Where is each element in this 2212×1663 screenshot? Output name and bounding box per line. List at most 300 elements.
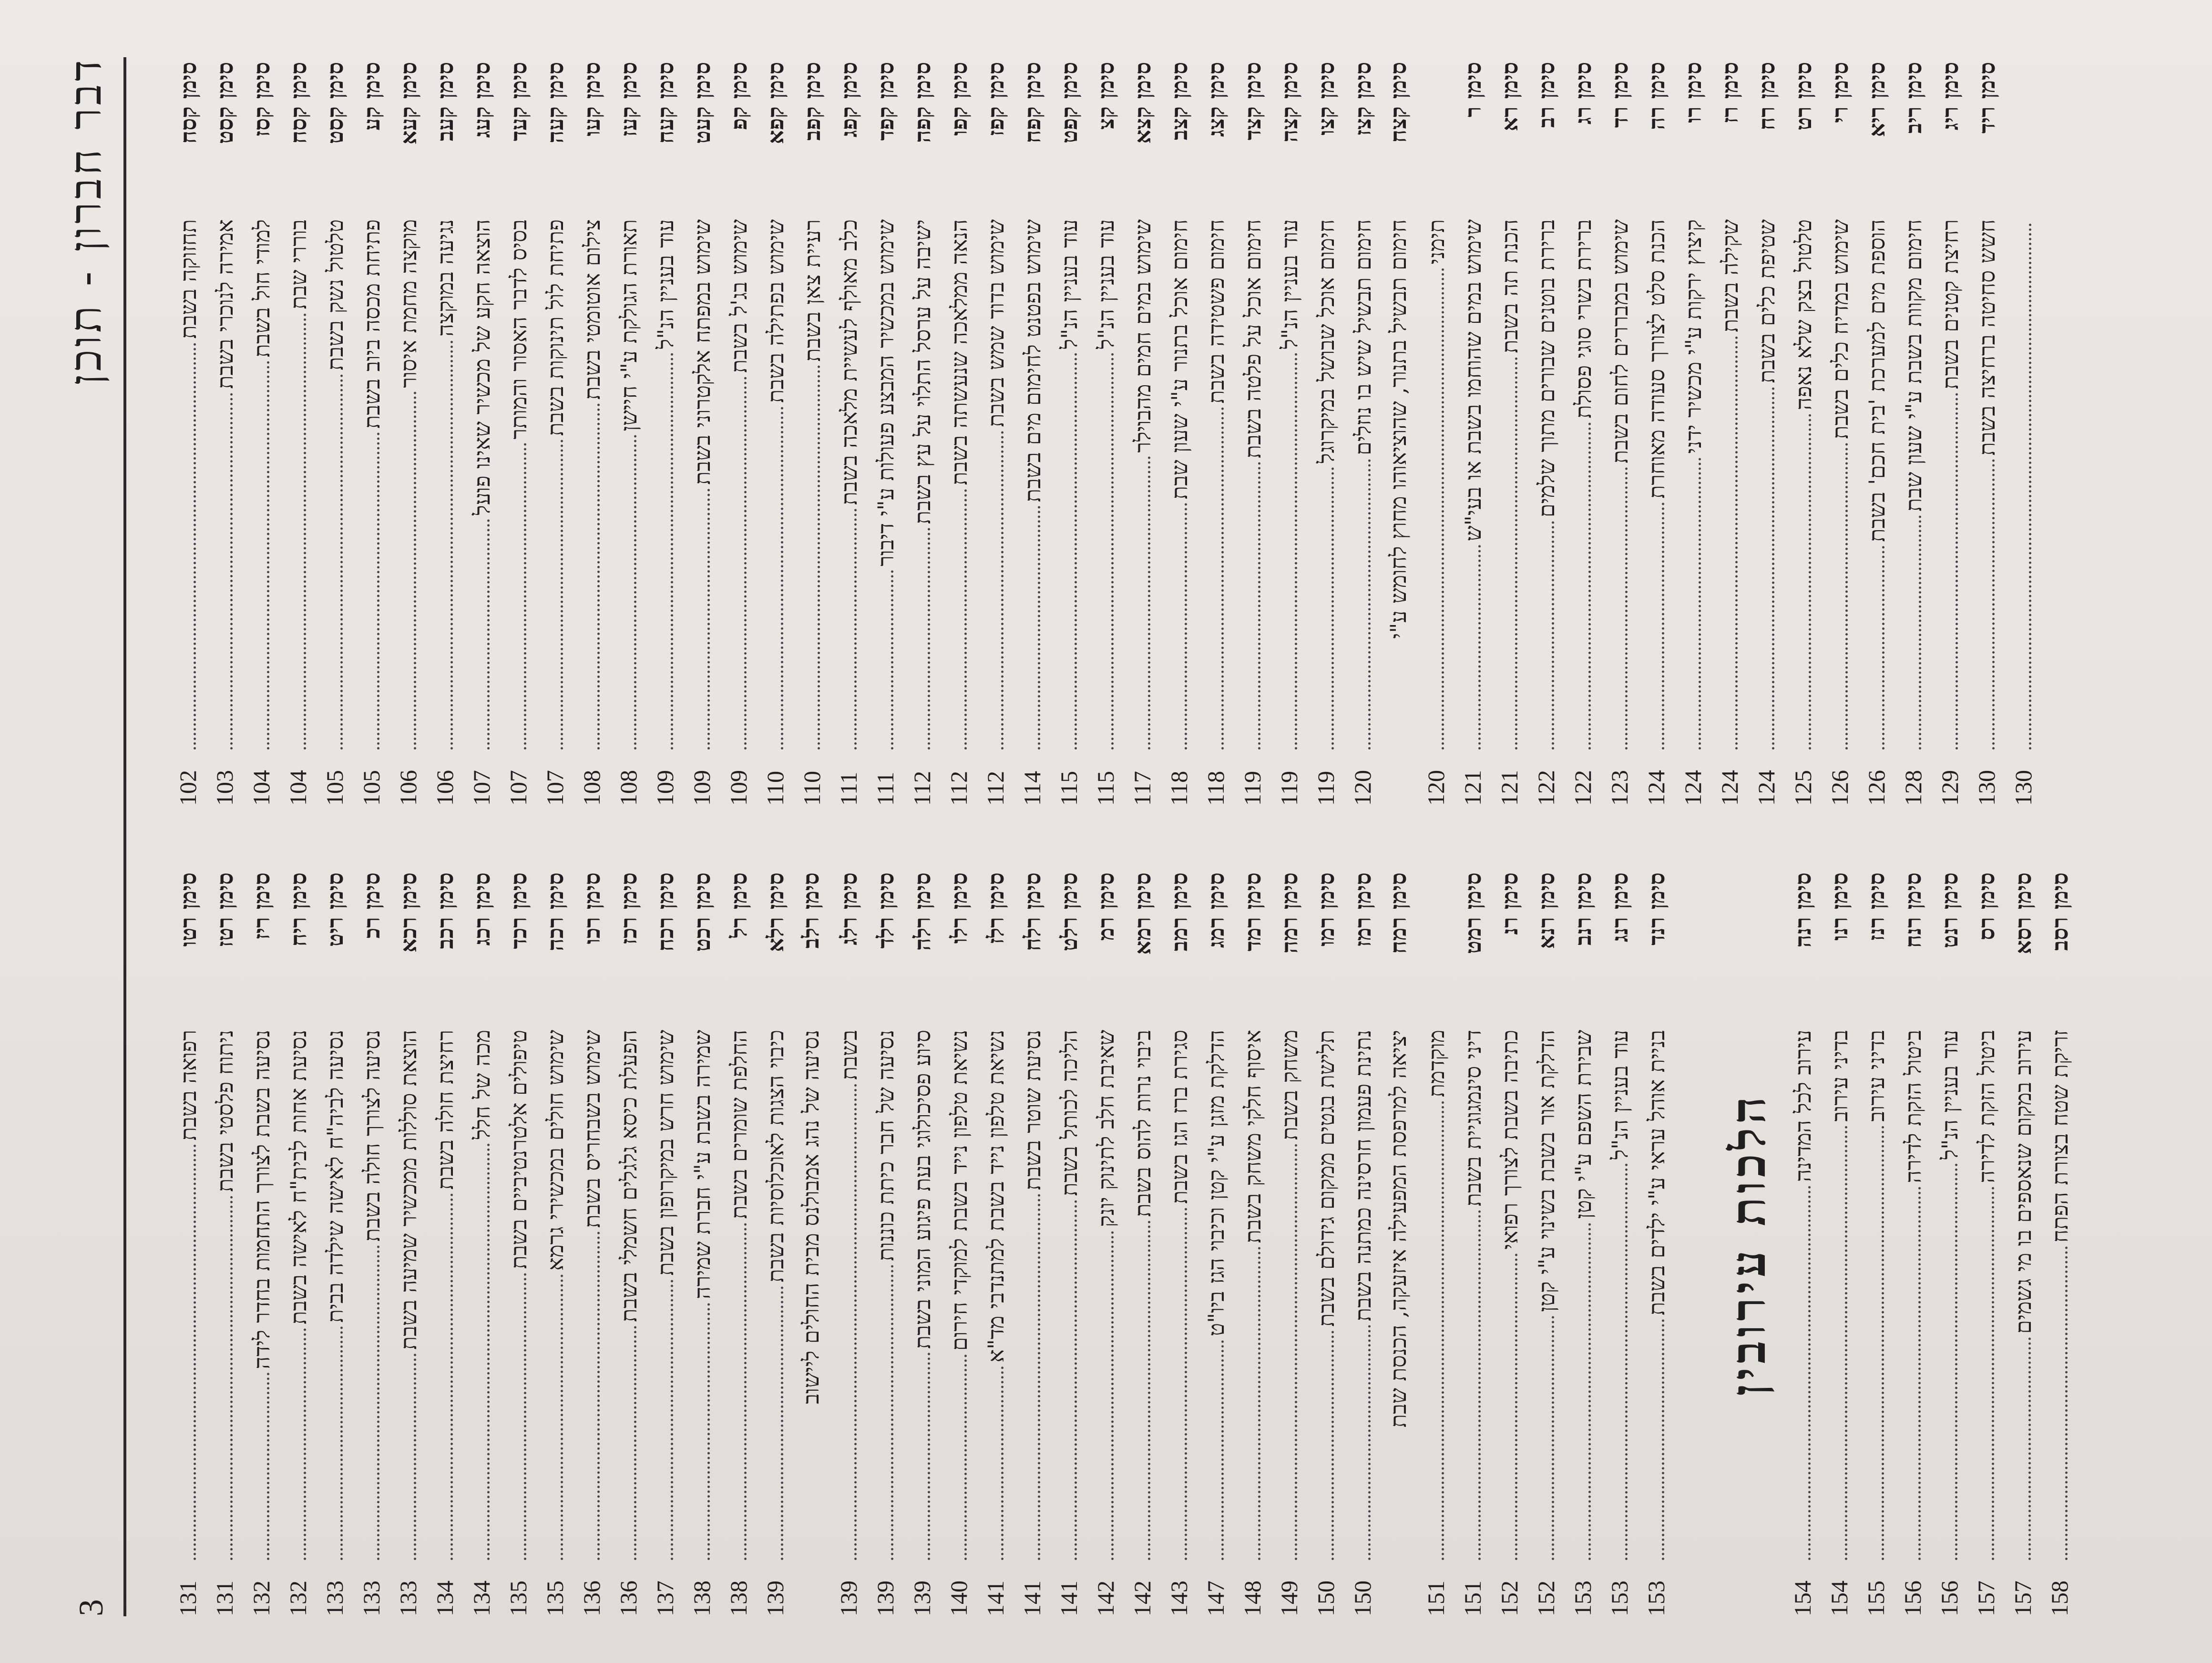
toc-entry (1349, 873, 1385, 1616)
entry-title: סיוע פסיכולוגי בעת פיגוע המוני בשבת (910, 1030, 935, 1349)
entry-title: שאיבת חלב לתינוק יונק (1093, 1030, 1119, 1227)
entry-page-number: 157 (2009, 1581, 2036, 1616)
entry-page-number: 117 (1129, 770, 1156, 806)
entry-page-number: 136 (578, 1581, 605, 1616)
dot-leader (781, 1286, 783, 1560)
toc-entry (394, 873, 431, 1616)
dot-leader (891, 1265, 893, 1560)
entry-page-number: 139 (835, 1581, 862, 1616)
section-number: סימן רד (1607, 62, 1633, 128)
entry-title: תלישת בגטים ממקום גידולם בשבת (1313, 1030, 1339, 1327)
toc-entry (1202, 62, 1239, 806)
entry-title: זריקת שטח בצורת הפתח (2047, 1030, 2073, 1243)
dot-leader (1221, 1340, 1224, 1560)
toc-entry (945, 62, 982, 806)
toc-entry (1826, 62, 1863, 806)
toc-entry (284, 873, 321, 1616)
entry-title: נסיעת שוטר בשבת (1020, 1030, 1045, 1191)
section-number: סימן רז (1717, 62, 1743, 123)
entry-page-number: 150 (1312, 1581, 1339, 1616)
entry-title: שמירה בשבת ע"י חברת שמירה (689, 1030, 715, 1299)
section-number: סימן רכז (616, 873, 642, 945)
section-number: סימן רלז (983, 873, 1009, 944)
toc-entry (1239, 873, 1275, 1616)
entry-page-number: 122 (1569, 770, 1596, 806)
entry-title: נסיעה לביה"ח לאישה שילדה בבית (322, 1030, 348, 1323)
section-number: סימן רמא (1130, 873, 1156, 955)
entry-page-number: 121 (1459, 770, 1486, 806)
entry-page-number: 130 (2010, 770, 2037, 806)
toc-entry (504, 873, 541, 1616)
entry-title: שימוש במדיח כלים בשבת (1827, 219, 1853, 439)
toc-entry (1459, 873, 1495, 1616)
entry-page-number: 153 (1606, 1581, 1633, 1616)
entry-page-number: 110 (799, 770, 825, 806)
entry-title: איסוף חלקי משחק בשבת (1240, 1030, 1266, 1243)
section-number: סימן רל (726, 873, 752, 938)
entry-page-number: 109 (725, 770, 752, 806)
section-number: סימן קצא (1130, 62, 1156, 144)
entry-page-number: 125 (1790, 770, 1816, 806)
dot-leader (1295, 1144, 1297, 1560)
entry-page-number: 141 (1019, 1581, 1045, 1616)
entry-title: ישיבה על ערסל התלוי על עץ בשבת (910, 219, 935, 524)
section-number: סימן רמב (1167, 873, 1192, 952)
dot-leader (1111, 1231, 1114, 1560)
toc-entry (614, 62, 651, 806)
toc-entry (1239, 62, 1275, 806)
dot-leader (1258, 462, 1260, 749)
section-number: סימן רכה (543, 873, 568, 951)
dot-leader (1478, 545, 1481, 749)
entry-page-number: 131 (174, 1581, 201, 1616)
entry-page-number: 142 (1092, 1581, 1119, 1616)
section-number: סימן רנו (1827, 873, 1853, 941)
entry-title: שימוש בפטנט לחימום מים בשבת (1020, 219, 1045, 503)
entry-title: כתיבה בשבת לצורך רפואי (1497, 1030, 1523, 1250)
toc-entry (1495, 62, 1532, 806)
section-number: סימן רנד (1644, 873, 1669, 945)
entry-title: שימוש בג'ל בשבת (726, 219, 752, 373)
dot-leader (2028, 1338, 2031, 1560)
toc-entry (614, 873, 651, 1616)
toc-entry (2046, 873, 2082, 1616)
toc-entry (1789, 873, 1825, 1616)
entry-title: ברירת בוטנים שבורים מתוך שלמים (1534, 219, 1559, 518)
dot-leader (1331, 1331, 1334, 1560)
entry-title: שימוש בדוד שמש בשבת (983, 219, 1009, 427)
dot-leader (1552, 521, 1554, 749)
toc-entry (1275, 873, 1312, 1616)
entry-page-number: 156 (1899, 1581, 1926, 1616)
toc-entry (1312, 62, 1349, 806)
dot-leader (1625, 467, 1628, 749)
section-number: סימן רנב (1570, 873, 1596, 945)
entry-page-number: 107 (505, 770, 532, 806)
toc-entry (945, 873, 982, 1616)
toc-entry (541, 62, 578, 806)
section-number: סימן רט (1791, 62, 1816, 131)
dot-leader (671, 353, 673, 749)
toc-entry (2009, 62, 2046, 806)
rotated-page-content (38, 38, 2088, 1631)
entry-page-number: 148 (1239, 1581, 1266, 1616)
entry-page-number: 108 (615, 770, 642, 806)
toc-entry (358, 873, 394, 1616)
entry-title: חימום אוכל על פלטה בשבת (1240, 219, 1266, 459)
entry-title: הוספת מים למערכת 'בית חכם' בשבת (1864, 219, 1890, 542)
toc-entry (358, 62, 394, 806)
section-number: סימן רמט (1460, 873, 1486, 954)
section-number: סימן קעא (396, 62, 421, 145)
section-number: סימן ריג (1937, 62, 1963, 131)
toc-entry (835, 62, 871, 806)
entry-title: הדלקת מזגן ע"י קטן וכיבוי הגז ביו"ט (1203, 1030, 1229, 1336)
toc-entry (761, 873, 798, 1616)
dot-leader (1111, 353, 1114, 749)
dot-leader (230, 393, 233, 749)
dot-leader (964, 1355, 967, 1560)
section-number: סימן רכא (396, 873, 421, 953)
section-number: סימן רכו (579, 873, 605, 944)
section-number: סימן קפג (836, 62, 862, 138)
dot-leader (1662, 503, 1664, 749)
toc-entry (1642, 873, 1679, 1616)
toc-entry (982, 62, 1018, 806)
entry-page-number: 142 (1129, 1581, 1156, 1616)
entry-title: חימום תבשיל שיש בו נוזלים (1350, 219, 1376, 455)
running-header (38, 57, 126, 1616)
dot-leader (1992, 460, 1995, 750)
entry-page-number: 153 (1643, 1581, 1669, 1616)
dot-leader (1185, 503, 1187, 749)
entry-page-number: 106 (395, 770, 421, 806)
entry-page-number: 124 (1753, 770, 1780, 806)
dot-leader (781, 407, 783, 749)
dot-leader (451, 340, 453, 749)
section-number: סימן ר (1460, 62, 1486, 117)
dot-leader (1442, 1101, 1444, 1560)
dot-leader (414, 1354, 416, 1560)
entry-page-number: 133 (321, 1581, 348, 1616)
dot-leader (1368, 1325, 1371, 1560)
entry-page-number: 143 (1166, 1581, 1192, 1616)
toc-entry (725, 873, 761, 1616)
entry-title: רפואה בשבת (175, 1030, 201, 1141)
entry-page-number: 130 (1973, 770, 2000, 806)
entry-title: טלטול נשק בשבת (322, 219, 348, 370)
dot-leader (1845, 443, 1848, 749)
dot-leader (194, 343, 196, 749)
entry-title: כלב מאולף לעשיית מלאכה בשבת (836, 219, 862, 505)
toc-entry (798, 62, 835, 806)
section-number: סימן קעה (543, 62, 568, 144)
section-number: סימן קפד (873, 62, 899, 141)
entry-page-number: 115 (1055, 770, 1082, 806)
entry-page-number: 132 (248, 1581, 275, 1616)
entry-page-number: 124 (1716, 770, 1743, 806)
dot-leader (414, 391, 416, 749)
section-number: סימן קסח (286, 62, 311, 144)
entry-title: ניתוח פלסטי בשבת (212, 1030, 238, 1192)
section-number: סימן קעח (653, 62, 678, 144)
toc-entry (1789, 62, 1826, 806)
section-number: סימן רח (1754, 62, 1780, 131)
dot-leader (1808, 1186, 1811, 1560)
entry-page-number: 135 (542, 1581, 568, 1616)
toc-entry (1275, 62, 1312, 806)
entry-page-number: 122 (1533, 770, 1559, 806)
entry-title: תאורת הגולקת ע"י חיישן (616, 219, 642, 431)
toc-entry (1312, 873, 1349, 1616)
section-number: סימן רנ (1497, 873, 1523, 935)
section-number: סימן קעב (432, 62, 458, 142)
dot-leader (744, 377, 747, 749)
section-number: סימן רו (1680, 62, 1706, 123)
toc-entry (1606, 873, 1642, 1616)
toc-entry (1936, 873, 1972, 1616)
entry-title: שקילה בשבת (1717, 219, 1743, 332)
dot-leader (1625, 1163, 1628, 1560)
toc-entry (1973, 62, 2009, 806)
dot-leader (524, 1273, 526, 1560)
dot-leader (1075, 353, 1077, 749)
section-number: סימן רטז (212, 873, 238, 947)
toc-entry (1092, 873, 1128, 1616)
toc-entry (725, 62, 761, 806)
entry-title: נסיעה של נהג אמבולנס מבית החולים ליישוב (798, 1030, 824, 1404)
entry-page-number: 103 (211, 770, 238, 806)
entry-title: נסיעה של חבר כיתת כוננות (873, 1030, 899, 1261)
section-number: סימן רא (1497, 62, 1523, 132)
entry-title: משחק בשבת (1277, 1030, 1302, 1140)
entry-page-number: 154 (1826, 1581, 1853, 1616)
entry-title: פתיחת לול תינוקות בשבת (543, 219, 568, 436)
toc-entry (1679, 62, 1716, 806)
dot-leader (1295, 353, 1297, 749)
entry-title: למודי חול בשבת (249, 219, 275, 358)
toc-entry (321, 873, 358, 1616)
dot-leader (1442, 268, 1444, 749)
toc-entry (247, 62, 284, 806)
section-number: סימן קסט (322, 62, 348, 144)
dot-leader (818, 365, 820, 749)
toc-entry (1202, 873, 1239, 1616)
dot-leader (1221, 407, 1224, 749)
toc-entry (1825, 873, 1862, 1616)
entry-page-number: 105 (358, 770, 385, 806)
section-number: סימן קפח (1020, 62, 1045, 144)
entry-title: שימוש בפתילה בשבת (763, 219, 789, 403)
toc-entry (1165, 62, 1202, 806)
entry-title: עוד בעניין הנ"ל (1277, 219, 1302, 349)
entry-page-number: 133 (358, 1581, 385, 1616)
entry-title: מכה של חלל (469, 1030, 495, 1139)
dot-leader (1038, 506, 1040, 749)
entry-title: טלטול בצק שלא נאפה (1791, 219, 1816, 410)
toc-entry (1092, 62, 1128, 806)
entry-page-number: 157 (1973, 1581, 1999, 1616)
dot-leader (597, 1232, 600, 1560)
section-number: סימן רמז (1350, 873, 1376, 947)
section-number: סימן רמ (1093, 873, 1119, 941)
section-number: סימן רמג (1203, 873, 1229, 948)
entry-title: ברירת בשרי סוגי פסולת (1570, 219, 1596, 419)
entry-page-number: 109 (688, 770, 715, 806)
entry-title: נתינת פעמון חרסינה כמתנה בשבת (1350, 1030, 1376, 1322)
toc-entry (394, 62, 431, 806)
section-number: סימן רנה (1790, 873, 1816, 948)
dot-leader (1956, 393, 1958, 749)
entry-title: סגירת ברז הגז בשבת (1167, 1030, 1192, 1204)
toc-entry (1569, 62, 1606, 806)
section-number: סימן קפה (910, 62, 935, 143)
toc-entry (1899, 873, 1936, 1616)
dot-leader (964, 489, 967, 749)
entry-page-number: 153 (1569, 1581, 1596, 1616)
entry-title: חימום אוכל שבושל במיקרוגל (1313, 219, 1339, 464)
entry-title: הכנת סלט לצורך סעודה מאוחרת (1644, 219, 1669, 499)
section-number: סימן רס (1974, 873, 1999, 940)
entry-page-number: 105 (321, 770, 348, 806)
dot-leader (1588, 1223, 1591, 1560)
dot-leader (1955, 1163, 1957, 1560)
header-title: דבר חברון - תוכן (60, 57, 111, 385)
entry-title: נשיאת טלפון נייד בשבת למתנדבי מד"א (983, 1030, 1009, 1363)
toc-entry (1862, 873, 1899, 1616)
entry-title: נסיעת אחות לבית"ח לאישה בשבת (286, 1030, 311, 1324)
entry-page-number: 123 (1606, 770, 1633, 806)
toc-entry (1972, 873, 2009, 1616)
entry-title: נשיאת טלפון נייד בשבת למוקדי חירום (946, 1030, 972, 1351)
entry-page-number: 115 (1092, 770, 1119, 806)
entry-page-number: 102 (174, 770, 201, 806)
toc-entry (688, 62, 725, 806)
toc-entry (688, 873, 725, 1616)
entry-title: שבירת השפם ע"י קטן (1570, 1030, 1596, 1219)
toc-entry (1165, 873, 1202, 1616)
section-number: סימן קצד (1240, 62, 1266, 141)
toc-entry (1752, 62, 1789, 806)
toc-entry (1128, 62, 1165, 806)
dot-leader (854, 509, 857, 749)
toc-entry (211, 873, 247, 1616)
entry-page-number: 140 (945, 1581, 972, 1616)
section-number: סימן רלג (836, 873, 862, 945)
dot-leader (744, 1223, 747, 1560)
dot-leader (1699, 458, 1701, 749)
entry-title: פתיחת מכסה ביוב בשבת (359, 219, 385, 429)
entry-title: בניית אוהל עראי ע"י ילדים בשבת (1644, 1030, 1669, 1315)
dot-leader (377, 1245, 379, 1560)
entry-page-number: 141 (1055, 1581, 1082, 1616)
dot-leader (1515, 357, 1517, 749)
entry-page-number: 139 (872, 1581, 899, 1616)
entry-title: הכנת תה בשבת (1497, 219, 1523, 353)
section-number: סימן רמה (1277, 873, 1302, 954)
toc-entry (468, 62, 504, 806)
toc-entry (321, 62, 358, 806)
entry-title: מוקדמת (1423, 1030, 1449, 1098)
toc-entry (174, 62, 211, 806)
dot-leader (671, 1280, 673, 1560)
entry-page-number: 112 (945, 770, 972, 806)
section-number: סימן ריא (1864, 62, 1890, 137)
entry-page-number: 156 (1936, 1581, 1963, 1616)
entry-page-number: 150 (1349, 1581, 1376, 1616)
entry-title: רחיצת חולה בשבת (432, 1030, 458, 1190)
dot-leader (928, 528, 930, 749)
entry-page-number: 111 (872, 771, 899, 806)
entry-page-number: 135 (505, 1581, 532, 1616)
entry-page-number: 112 (982, 770, 1009, 806)
entry-title: עוד בעניין הנ"ל (1093, 219, 1119, 349)
section-number: סימן קפט (1056, 62, 1082, 144)
toc-entry (651, 873, 688, 1616)
dot-leader (267, 361, 269, 749)
dot-leader (451, 1193, 453, 1560)
dot-leader (1515, 1253, 1517, 1560)
dot-leader (1001, 1366, 1004, 1560)
entry-title: שימוש חולים במכשירי גרמא (543, 1030, 568, 1271)
entry-page-number: 134 (468, 1581, 495, 1616)
dot-leader (1331, 467, 1334, 749)
entry-page-number: 119 (1239, 770, 1266, 806)
dot-leader (1809, 414, 1811, 749)
entry-page-number: 109 (652, 770, 678, 806)
entry-page-number: 154 (1789, 1581, 1816, 1616)
section-number: סימן קפא (763, 62, 789, 144)
entry-title: תימני (1423, 219, 1449, 265)
section-number: סימן רה (1644, 62, 1669, 130)
section-number: סימן קסח (175, 62, 201, 144)
toc-entry (1495, 873, 1532, 1616)
entry-page-number: 118 (1166, 770, 1192, 806)
entry-title: תחזוקה בשבת (175, 219, 201, 339)
entry-title: הליכה לכותל בשבת (1056, 1030, 1082, 1196)
dot-leader (634, 1326, 636, 1560)
dot-leader (1588, 422, 1591, 749)
toc-entry (431, 62, 468, 806)
section-number: סימן רלד (873, 873, 899, 949)
dot-leader (1552, 1316, 1554, 1560)
section-number: סימן רב (1534, 62, 1559, 128)
dot-leader (487, 1143, 490, 1560)
entry-page-number: 151 (1423, 1581, 1449, 1616)
toc-entry (1422, 873, 1459, 1616)
toc-entry (1055, 873, 1092, 1616)
dot-leader (928, 1353, 930, 1560)
entry-page-number: 128 (1900, 770, 1926, 806)
entry-title: חימום מקוות בשבת ע"י שעון שבת (1901, 219, 1926, 512)
toc-entry (651, 62, 688, 806)
toc-entry (1899, 62, 1936, 806)
entry-page-number: 126 (1863, 770, 1890, 806)
dot-leader (524, 443, 526, 749)
dot-leader (634, 435, 636, 749)
toc-entry (871, 873, 908, 1616)
entry-title: עירוב לכל המדינה (1790, 1030, 1816, 1182)
entry-title: החלפת שומרים בשבת (726, 1030, 752, 1219)
entry-title: הוצאת סוללות ממכשיר שמיעה בשבת (396, 1030, 421, 1350)
entry-title: שימוש במבררים לחום בשבת (1607, 219, 1633, 463)
dot-leader (304, 1328, 306, 1560)
dot-leader (1001, 431, 1004, 749)
toc-entry (1349, 62, 1385, 806)
toc-entry (908, 873, 945, 1616)
toc-entry (1532, 873, 1569, 1616)
spacer (1679, 873, 1708, 1616)
